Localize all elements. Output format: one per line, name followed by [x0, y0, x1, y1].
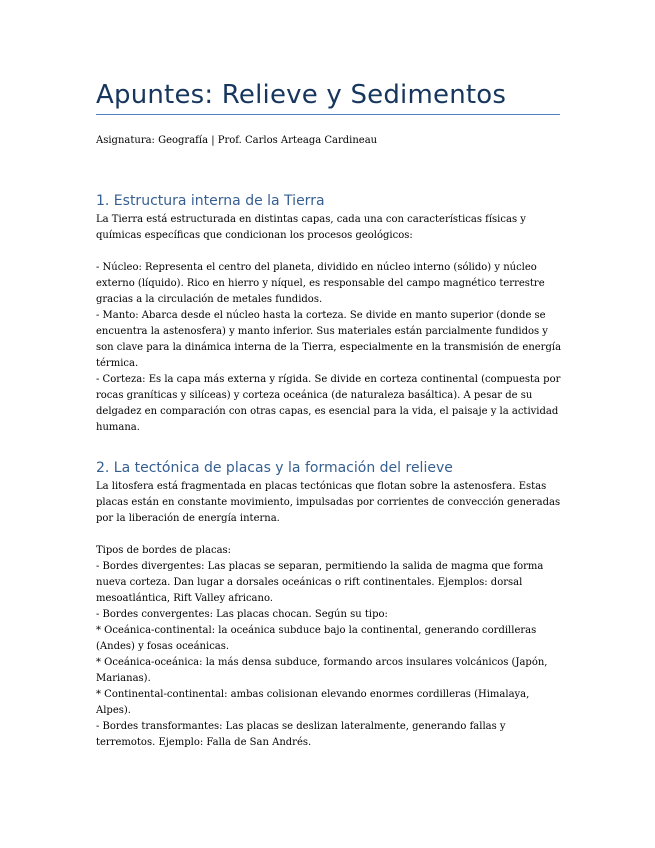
section-heading: 2. La tectónica de placas y la formación del relieve [96, 460, 453, 476]
list-subitem-oceanic-oceanic: * Oceánica-oceánica: la más densa subduce, formando arcos insulares volcánicos (Japón, Marianas). [96, 657, 548, 684]
list-item-transform: - Bordes transformantes: Las placas se deslizan lateralmente, generando fallas y terremotos. Ejemplo: Falla de San Andrés. [96, 721, 506, 748]
section-intro: La Tierra está estructurada en distintas capas, cada una con características físicas y químicas específicas que condicionan los procesos geológicos: [96, 214, 526, 241]
subject-teacher-line: Asignatura: Geografía | Prof. Carlos Arteaga Cardineau [96, 135, 378, 146]
section-plate-tectonics [96, 459, 564, 751]
title-underline-rule [96, 114, 560, 115]
section-body [96, 479, 564, 751]
section-internal-structure [96, 192, 564, 436]
list-item-divergent: - Bordes divergentes: Las placas se separan, permitiendo la salida de magma que forma nueva corteza. Dan lugar a dorsales oceánicas o rift continentales. Ejemplos: dorsal mesoatlántica, Rift Valley africano. [96, 561, 544, 604]
list-item-corteza: - Corteza: Es la capa más externa y rígida. Se divide en corteza continental (compuesta por rocas graníticas y silíceas) y corteza oceánica (de naturaleza basáltica). A pesar de su delgadez en comparación con otras capas, es esencial para la vida, el paisaje y la actividad humana. [96, 374, 561, 433]
document-title: Apuntes: Relieve y Sedimentos [96, 80, 507, 110]
section-body [96, 212, 564, 436]
list-subitem-oceanic-continental: * Oceánica-continental: la oceánica subduce bajo la continental, generando cordilleras (Andes) y fosas oceánicas. [96, 625, 537, 652]
paragraph-gap [96, 244, 564, 260]
section-heading: 1. Estructura interna de la Tierra [96, 193, 325, 209]
paragraph-gap [96, 527, 564, 543]
list-item-convergent: - Bordes convergentes: Las placas chocan. Según su tipo: [96, 609, 388, 620]
list-item-manto: - Manto: Abarca desde el núcleo hasta la corteza. Se divide en manto superior (donde se encuentra la astenosfera) y manto inferior. Sus materiales están parcialmente fundidos y son clave para la dinámica interna de la Tierra, especialmente en la transmisión de energía térmica. [96, 310, 562, 369]
list-subitem-continental-continental: * Continental-continental: ambas colisionan elevando enormes cordilleras (Himalaya, Alpes). [96, 689, 530, 716]
list-title: Tipos de bordes de placas: [96, 545, 232, 556]
list-item-nucleo: - Núcleo: Representa el centro del planeta, dividido en núcleo interno (sólido) y núcleo externo (líquido). Rico en hierro y níquel, es responsable del campo magnético terrestre gracias a la circulación de metales fundidos. [96, 262, 545, 305]
section-intro: La litosfera está fragmentada en placas tectónicas que flotan sobre la astenosfera. Estas placas están en constante movimiento, impulsadas por corrientes de convección generadas por la liberación de energía interna. [96, 481, 561, 524]
